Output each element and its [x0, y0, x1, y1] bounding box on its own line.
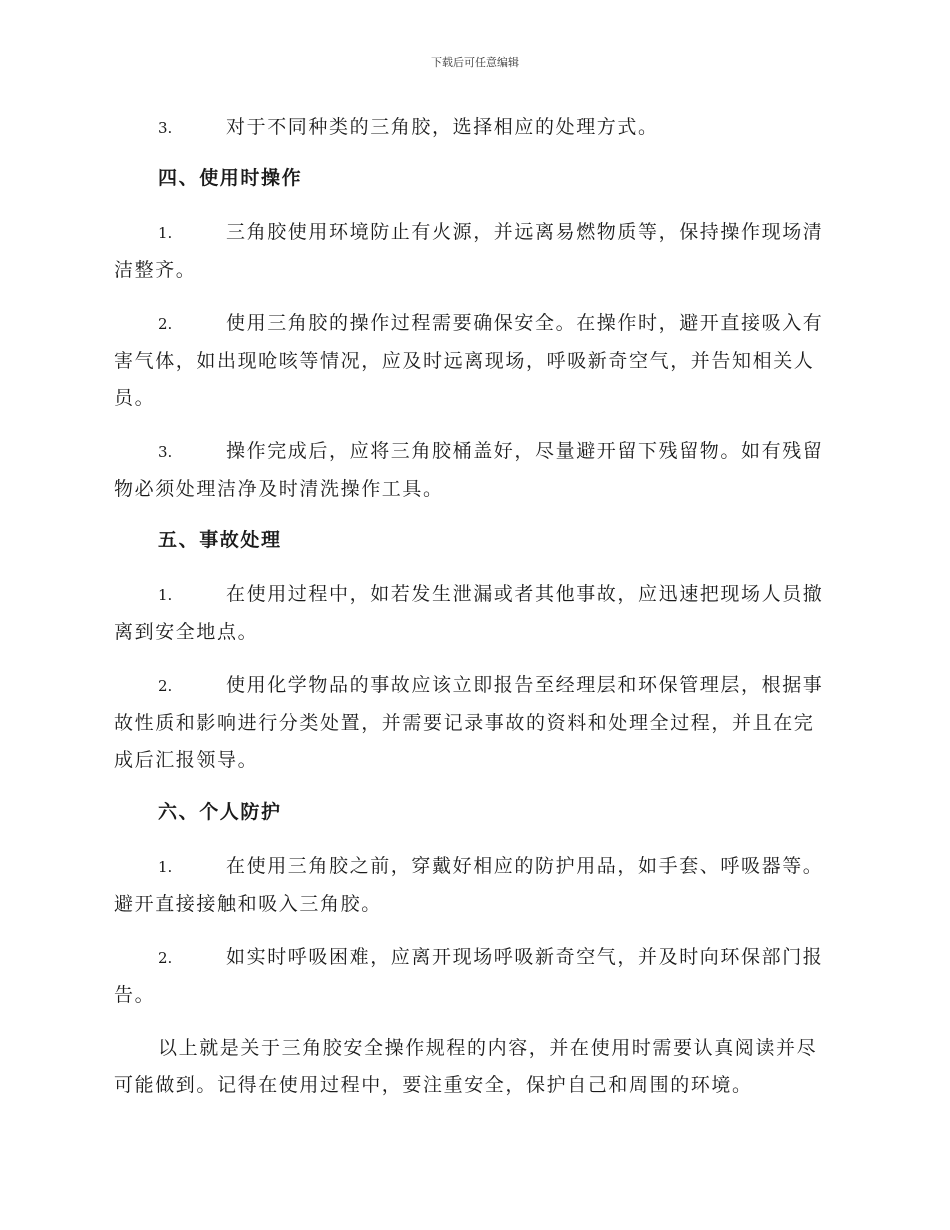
list-item [114, 109, 834, 147]
page-header: 下载后可任意编辑 [431, 56, 519, 69]
list-item [114, 848, 834, 923]
item-text: 在使用过程中，如若发生泄漏或者其他事故，应迅速把现场人员撤离到安全地点。 [114, 583, 824, 643]
list-item [114, 214, 834, 289]
list-item [114, 667, 834, 779]
item-text: 如实时呼吸困难，应离开现场呼吸新奇空气，并及时向环保部门报告。 [114, 946, 824, 1006]
item-text: 三角胶使用环境防止有火源，并远离易燃物质等，保持操作现场清洁整齐。 [114, 221, 824, 281]
item-number: 1. [158, 858, 173, 876]
list-item [114, 433, 834, 508]
list-item [114, 305, 834, 417]
item-number: 3. [158, 443, 173, 461]
item-number: 2. [158, 677, 173, 695]
closing-paragraph: 以上就是关于三角胶安全操作规程的内容，并在使用时需要认真阅读并尽可能做到。记得在使用过程中，要注重安全，保护自己和周围的环境。 [114, 1037, 818, 1096]
item-number: 1. [158, 586, 173, 604]
list-item [114, 939, 834, 1014]
item-number: 1. [158, 224, 173, 242]
section-heading: 五、事故处理 [158, 529, 282, 551]
item-text: 使用化学物品的事故应该立即报告至经理层和环保管理层，根据事故性质和影响进行分类处置，并需要记录事故的资料和处理全过程，并且在完成后汇报领导。 [114, 674, 824, 771]
section-heading: 四、使用时操作 [158, 167, 303, 189]
item-text: 对于不同种类的三角胶，选择相应的处理方式。 [226, 116, 659, 138]
item-number: 2. [158, 949, 173, 967]
item-number: 3. [158, 119, 173, 137]
item-number: 2. [158, 315, 173, 333]
item-text: 操作完成后，应将三角胶桶盖好，尽量避开留下残留物。如有残留物必须处理洁净及时清洗操作工具。 [114, 440, 824, 500]
section-heading: 六、个人防护 [158, 801, 282, 823]
item-text: 在使用三角胶之前，穿戴好相应的防护用品，如手套、呼吸器等。避开直接接触和吸入三角胶。 [114, 855, 824, 915]
item-text: 使用三角胶的操作过程需要确保安全。在操作时，避开直接吸入有害气体，如出现呛咳等情况，应及时远离现场，呼吸新奇空气，并告知相关人员。 [114, 312, 824, 409]
list-item [114, 576, 834, 651]
